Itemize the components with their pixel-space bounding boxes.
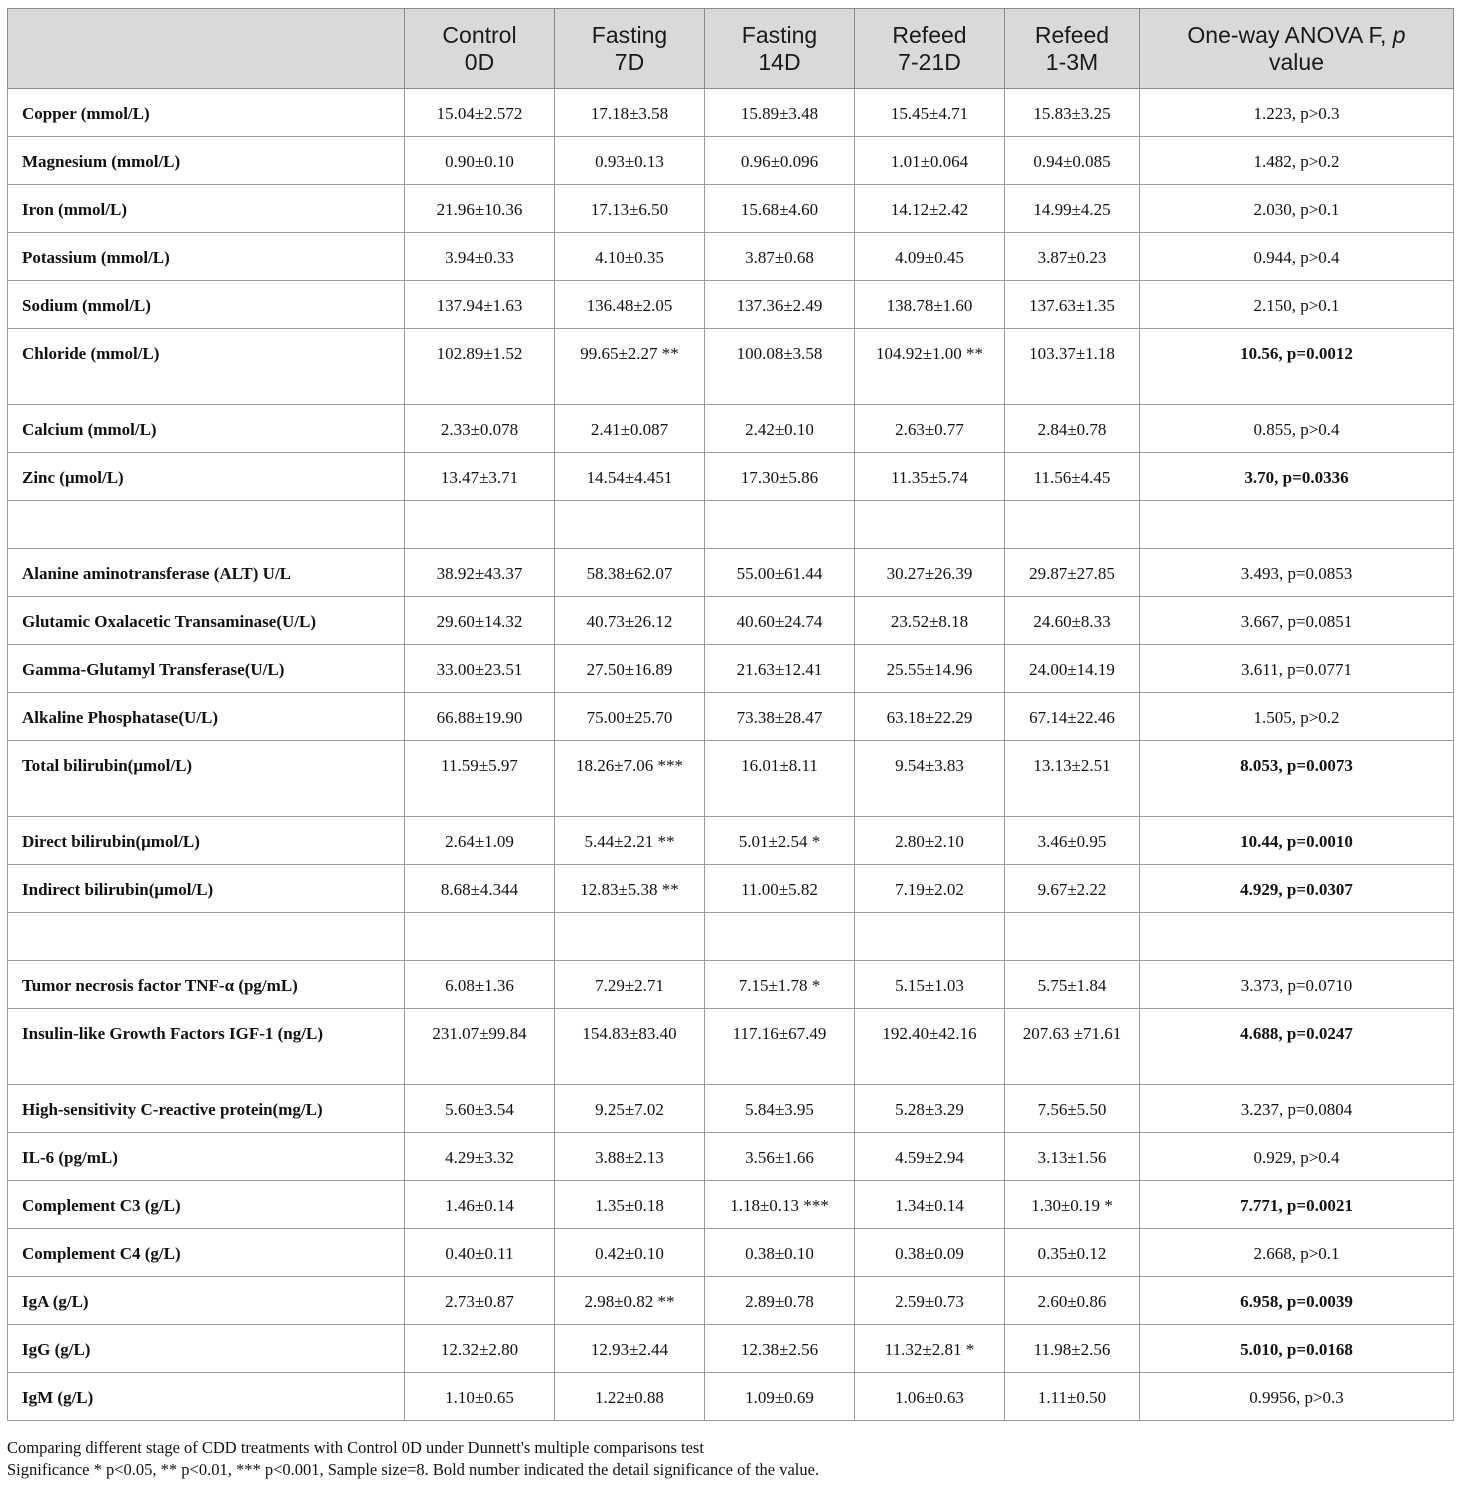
value-cell-refeed-1-3m: 7.56±5.50 xyxy=(1005,1085,1140,1133)
table-row xyxy=(8,961,1454,1009)
anova-cell: 2.150, p>0.1 xyxy=(1140,281,1454,329)
row-label: Gamma-Glutamyl Transferase(U/L) xyxy=(8,645,405,693)
value-cell-control-0d: 3.94±0.33 xyxy=(405,233,555,281)
table-row xyxy=(8,597,1454,645)
value-cell-fasting-7d: 27.50±16.89 xyxy=(555,645,705,693)
value-cell-control-0d: 12.32±2.80 xyxy=(405,1325,555,1373)
value-cell-control-0d: 2.73±0.87 xyxy=(405,1277,555,1325)
value-cell-refeed-1-3m: 103.37±1.18 xyxy=(1005,329,1140,405)
value-cell-refeed-7-21d: 15.45±4.71 xyxy=(855,89,1005,137)
table-row xyxy=(8,137,1454,185)
value-cell-fasting-14d: 40.60±24.74 xyxy=(705,597,855,645)
row-label: Glutamic Oxalacetic Transaminase(U/L) xyxy=(8,597,405,645)
value-cell-fasting-7d: 14.54±4.451 xyxy=(555,453,705,501)
table-row xyxy=(8,741,1454,817)
header-row xyxy=(8,9,1454,89)
value-cell-control-0d: 1.10±0.65 xyxy=(405,1373,555,1421)
value-cell-fasting-7d: 0.93±0.13 xyxy=(555,137,705,185)
table-row xyxy=(8,549,1454,597)
value-cell-control-0d: 5.60±3.54 xyxy=(405,1085,555,1133)
results-table-container xyxy=(7,8,1453,1421)
anova-cell: 4.929, p=0.0307 xyxy=(1140,865,1454,913)
value-cell-control-0d: 21.96±10.36 xyxy=(405,185,555,233)
table-body xyxy=(8,89,1454,1421)
row-label: Total bilirubin(μmol/L) xyxy=(8,741,405,817)
anova-cell: 0.929, p>0.4 xyxy=(1140,1133,1454,1181)
value-cell-refeed-7-21d: 14.12±2.42 xyxy=(855,185,1005,233)
table-row xyxy=(8,1229,1454,1277)
value-cell-fasting-7d: 2.98±0.82 ** xyxy=(555,1277,705,1325)
anova-cell: 2.668, p>0.1 xyxy=(1140,1229,1454,1277)
anova-cell: 4.688, p=0.0247 xyxy=(1140,1009,1454,1085)
table-row xyxy=(8,1085,1454,1133)
value-cell-fasting-7d: 99.65±2.27 ** xyxy=(555,329,705,405)
value-cell-refeed-1-3m: 0.94±0.085 xyxy=(1005,137,1140,185)
value-cell-fasting-14d: 5.01±2.54 * xyxy=(705,817,855,865)
table-row xyxy=(8,453,1454,501)
value-cell-fasting-14d: 73.38±28.47 xyxy=(705,693,855,741)
value-cell-refeed-1-3m: 2.84±0.78 xyxy=(1005,405,1140,453)
value-cell-fasting-7d: 4.10±0.35 xyxy=(555,233,705,281)
value-cell-refeed-7-21d: 25.55±14.96 xyxy=(855,645,1005,693)
header-cell-anova: One-way ANOVA F, p value xyxy=(1140,9,1454,89)
row-label: IL-6 (pg/mL) xyxy=(8,1133,405,1181)
value-cell-control-0d: 2.64±1.09 xyxy=(405,817,555,865)
header-cell-fasting-7d: Fasting 7D xyxy=(555,9,705,89)
row-label: Sodium (mmol/L) xyxy=(8,281,405,329)
spacer-cell xyxy=(8,501,405,549)
anova-cell: 7.771, p=0.0021 xyxy=(1140,1181,1454,1229)
spacer-cell xyxy=(555,501,705,549)
value-cell-fasting-14d: 1.18±0.13 *** xyxy=(705,1181,855,1229)
value-cell-refeed-1-3m: 24.00±14.19 xyxy=(1005,645,1140,693)
anova-cell: 8.053, p=0.0073 xyxy=(1140,741,1454,817)
value-cell-fasting-7d: 58.38±62.07 xyxy=(555,549,705,597)
spacer-cell xyxy=(855,501,1005,549)
anova-cell: 1.505, p>0.2 xyxy=(1140,693,1454,741)
footnote-significance: Significance * p<0.05, ** p<0.01, *** p<0.001, Sample size=8. Bold number indicated the detail significance of the value. xyxy=(7,1460,820,1479)
row-label: IgA (g/L) xyxy=(8,1277,405,1325)
value-cell-refeed-7-21d: 4.09±0.45 xyxy=(855,233,1005,281)
value-cell-refeed-1-3m: 15.83±3.25 xyxy=(1005,89,1140,137)
value-cell-fasting-14d: 11.00±5.82 xyxy=(705,865,855,913)
value-cell-fasting-14d: 1.09±0.69 xyxy=(705,1373,855,1421)
header-cell-refeed-1-3m: Refeed 1-3M xyxy=(1005,9,1140,89)
value-cell-refeed-1-3m: 24.60±8.33 xyxy=(1005,597,1140,645)
table-row xyxy=(8,817,1454,865)
row-label: Direct bilirubin(μmol/L) xyxy=(8,817,405,865)
value-cell-fasting-14d: 3.56±1.66 xyxy=(705,1133,855,1181)
row-label: Magnesium (mmol/L) xyxy=(8,137,405,185)
value-cell-refeed-7-21d: 2.80±2.10 xyxy=(855,817,1005,865)
anova-cell: 1.482, p>0.2 xyxy=(1140,137,1454,185)
value-cell-fasting-7d: 0.42±0.10 xyxy=(555,1229,705,1277)
value-cell-control-0d: 2.33±0.078 xyxy=(405,405,555,453)
anova-cell: 5.010, p=0.0168 xyxy=(1140,1325,1454,1373)
value-cell-refeed-7-21d: 30.27±26.39 xyxy=(855,549,1005,597)
value-cell-refeed-1-3m: 0.35±0.12 xyxy=(1005,1229,1140,1277)
row-label: Copper (mmol/L) xyxy=(8,89,405,137)
value-cell-fasting-7d: 18.26±7.06 *** xyxy=(555,741,705,817)
value-cell-control-0d: 0.40±0.11 xyxy=(405,1229,555,1277)
value-cell-fasting-14d: 137.36±2.49 xyxy=(705,281,855,329)
results-table xyxy=(7,8,1454,1421)
table-row xyxy=(8,645,1454,693)
value-cell-control-0d: 66.88±19.90 xyxy=(405,693,555,741)
value-cell-fasting-14d: 21.63±12.41 xyxy=(705,645,855,693)
value-cell-fasting-7d: 75.00±25.70 xyxy=(555,693,705,741)
spacer-row xyxy=(8,913,1454,961)
row-label: Iron (mmol/L) xyxy=(8,185,405,233)
value-cell-fasting-7d: 9.25±7.02 xyxy=(555,1085,705,1133)
anova-cell: 3.373, p=0.0710 xyxy=(1140,961,1454,1009)
value-cell-refeed-1-3m: 3.87±0.23 xyxy=(1005,233,1140,281)
anova-cell: 6.958, p=0.0039 xyxy=(1140,1277,1454,1325)
value-cell-refeed-7-21d: 192.40±42.16 xyxy=(855,1009,1005,1085)
row-label: High-sensitivity C-reactive protein(mg/L) xyxy=(8,1085,405,1133)
footnote-method: Comparing different stage of CDD treatments with Control 0D under Dunnett's multiple comparisons test xyxy=(7,1438,704,1457)
value-cell-fasting-7d: 17.13±6.50 xyxy=(555,185,705,233)
value-cell-control-0d: 231.07±99.84 xyxy=(405,1009,555,1085)
value-cell-fasting-14d: 0.96±0.096 xyxy=(705,137,855,185)
value-cell-refeed-7-21d: 5.28±3.29 xyxy=(855,1085,1005,1133)
value-cell-fasting-14d: 16.01±8.11 xyxy=(705,741,855,817)
value-cell-refeed-7-21d: 5.15±1.03 xyxy=(855,961,1005,1009)
spacer-cell xyxy=(855,913,1005,961)
value-cell-fasting-14d: 15.89±3.48 xyxy=(705,89,855,137)
table-row xyxy=(8,89,1454,137)
value-cell-refeed-7-21d: 138.78±1.60 xyxy=(855,281,1005,329)
spacer-cell xyxy=(405,913,555,961)
row-label: Complement C4 (g/L) xyxy=(8,1229,405,1277)
value-cell-control-0d: 15.04±2.572 xyxy=(405,89,555,137)
row-label: Complement C3 (g/L) xyxy=(8,1181,405,1229)
table-row xyxy=(8,693,1454,741)
value-cell-fasting-7d: 136.48±2.05 xyxy=(555,281,705,329)
header-cell-control-0d: Control 0D xyxy=(405,9,555,89)
table-row xyxy=(8,185,1454,233)
row-label: Zinc (μmol/L) xyxy=(8,453,405,501)
value-cell-refeed-7-21d: 11.35±5.74 xyxy=(855,453,1005,501)
value-cell-refeed-1-3m: 3.13±1.56 xyxy=(1005,1133,1140,1181)
anova-cell: 3.70, p=0.0336 xyxy=(1140,453,1454,501)
value-cell-fasting-14d: 2.89±0.78 xyxy=(705,1277,855,1325)
anova-cell: 10.44, p=0.0010 xyxy=(1140,817,1454,865)
value-cell-refeed-7-21d: 1.06±0.63 xyxy=(855,1373,1005,1421)
value-cell-refeed-7-21d: 7.19±2.02 xyxy=(855,865,1005,913)
value-cell-fasting-14d: 3.87±0.68 xyxy=(705,233,855,281)
value-cell-refeed-7-21d: 63.18±22.29 xyxy=(855,693,1005,741)
value-cell-control-0d: 38.92±43.37 xyxy=(405,549,555,597)
value-cell-fasting-14d: 15.68±4.60 xyxy=(705,185,855,233)
anova-cell: 3.611, p=0.0771 xyxy=(1140,645,1454,693)
value-cell-control-0d: 0.90±0.10 xyxy=(405,137,555,185)
anova-cell: 10.56, p=0.0012 xyxy=(1140,329,1454,405)
table-header xyxy=(8,9,1454,89)
table-row xyxy=(8,281,1454,329)
value-cell-refeed-7-21d: 0.38±0.09 xyxy=(855,1229,1005,1277)
anova-cell: 1.223, p>0.3 xyxy=(1140,89,1454,137)
value-cell-refeed-1-3m: 13.13±2.51 xyxy=(1005,741,1140,817)
value-cell-control-0d: 33.00±23.51 xyxy=(405,645,555,693)
value-cell-fasting-14d: 55.00±61.44 xyxy=(705,549,855,597)
row-label: Alanine aminotransferase (ALT) U/L xyxy=(8,549,405,597)
header-cell-refeed-7-21d: Refeed 7-21D xyxy=(855,9,1005,89)
value-cell-refeed-7-21d: 2.63±0.77 xyxy=(855,405,1005,453)
value-cell-fasting-7d: 12.83±5.38 ** xyxy=(555,865,705,913)
spacer-cell xyxy=(405,501,555,549)
header-cell-empty xyxy=(8,9,405,89)
value-cell-control-0d: 29.60±14.32 xyxy=(405,597,555,645)
table-row xyxy=(8,865,1454,913)
value-cell-refeed-1-3m: 137.63±1.35 xyxy=(1005,281,1140,329)
value-cell-control-0d: 4.29±3.32 xyxy=(405,1133,555,1181)
value-cell-fasting-7d: 5.44±2.21 ** xyxy=(555,817,705,865)
spacer-row xyxy=(8,501,1454,549)
value-cell-refeed-1-3m: 3.46±0.95 xyxy=(1005,817,1140,865)
value-cell-refeed-1-3m: 14.99±4.25 xyxy=(1005,185,1140,233)
value-cell-refeed-7-21d: 2.59±0.73 xyxy=(855,1277,1005,1325)
row-label: Calcium (mmol/L) xyxy=(8,405,405,453)
value-cell-refeed-1-3m: 29.87±27.85 xyxy=(1005,549,1140,597)
value-cell-fasting-7d: 154.83±83.40 xyxy=(555,1009,705,1085)
spacer-cell xyxy=(8,913,405,961)
value-cell-refeed-7-21d: 104.92±1.00 ** xyxy=(855,329,1005,405)
table-row xyxy=(8,1181,1454,1229)
value-cell-refeed-1-3m: 207.63 ±71.61 xyxy=(1005,1009,1140,1085)
value-cell-fasting-14d: 17.30±5.86 xyxy=(705,453,855,501)
table-row xyxy=(8,1009,1454,1085)
value-cell-fasting-7d: 12.93±2.44 xyxy=(555,1325,705,1373)
value-cell-fasting-7d: 1.22±0.88 xyxy=(555,1373,705,1421)
value-cell-refeed-7-21d: 1.34±0.14 xyxy=(855,1181,1005,1229)
value-cell-refeed-1-3m: 9.67±2.22 xyxy=(1005,865,1140,913)
value-cell-control-0d: 6.08±1.36 xyxy=(405,961,555,1009)
value-cell-refeed-1-3m: 2.60±0.86 xyxy=(1005,1277,1140,1325)
anova-cell: 2.030, p>0.1 xyxy=(1140,185,1454,233)
value-cell-fasting-14d: 100.08±3.58 xyxy=(705,329,855,405)
value-cell-refeed-1-3m: 11.56±4.45 xyxy=(1005,453,1140,501)
anova-cell: 0.9956, p>0.3 xyxy=(1140,1373,1454,1421)
value-cell-refeed-7-21d: 23.52±8.18 xyxy=(855,597,1005,645)
value-cell-control-0d: 11.59±5.97 xyxy=(405,741,555,817)
row-label: Insulin-like Growth Factors IGF-1 (ng/L) xyxy=(8,1009,405,1085)
value-cell-fasting-14d: 12.38±2.56 xyxy=(705,1325,855,1373)
spacer-cell xyxy=(1140,913,1454,961)
value-cell-refeed-1-3m: 1.30±0.19 * xyxy=(1005,1181,1140,1229)
value-cell-refeed-1-3m: 1.11±0.50 xyxy=(1005,1373,1140,1421)
table-row xyxy=(8,405,1454,453)
value-cell-refeed-1-3m: 11.98±2.56 xyxy=(1005,1325,1140,1373)
value-cell-control-0d: 137.94±1.63 xyxy=(405,281,555,329)
table-row xyxy=(8,329,1454,405)
value-cell-fasting-14d: 5.84±3.95 xyxy=(705,1085,855,1133)
table-footnotes xyxy=(7,1437,1453,1481)
value-cell-refeed-7-21d: 1.01±0.064 xyxy=(855,137,1005,185)
spacer-cell xyxy=(1140,501,1454,549)
table-row xyxy=(8,1277,1454,1325)
value-cell-refeed-7-21d: 11.32±2.81 * xyxy=(855,1325,1005,1373)
value-cell-refeed-7-21d: 9.54±3.83 xyxy=(855,741,1005,817)
value-cell-control-0d: 8.68±4.344 xyxy=(405,865,555,913)
value-cell-fasting-14d: 7.15±1.78 * xyxy=(705,961,855,1009)
anova-cell: 3.237, p=0.0804 xyxy=(1140,1085,1454,1133)
spacer-cell xyxy=(705,913,855,961)
row-label: Alkaline Phosphatase(U/L) xyxy=(8,693,405,741)
spacer-cell xyxy=(705,501,855,549)
value-cell-fasting-14d: 2.42±0.10 xyxy=(705,405,855,453)
spacer-cell xyxy=(1005,913,1140,961)
row-label: Tumor necrosis factor TNF-α (pg/mL) xyxy=(8,961,405,1009)
value-cell-fasting-7d: 3.88±2.13 xyxy=(555,1133,705,1181)
value-cell-fasting-7d: 2.41±0.087 xyxy=(555,405,705,453)
table-row xyxy=(8,1133,1454,1181)
value-cell-fasting-7d: 40.73±26.12 xyxy=(555,597,705,645)
anova-cell: 0.944, p>0.4 xyxy=(1140,233,1454,281)
value-cell-fasting-7d: 1.35±0.18 xyxy=(555,1181,705,1229)
value-cell-control-0d: 102.89±1.52 xyxy=(405,329,555,405)
spacer-cell xyxy=(1005,501,1140,549)
table-row xyxy=(8,1373,1454,1421)
value-cell-refeed-1-3m: 5.75±1.84 xyxy=(1005,961,1140,1009)
spacer-cell xyxy=(555,913,705,961)
value-cell-fasting-14d: 0.38±0.10 xyxy=(705,1229,855,1277)
row-label: Chloride (mmol/L) xyxy=(8,329,405,405)
row-label: Potassium (mmol/L) xyxy=(8,233,405,281)
row-label: IgG (g/L) xyxy=(8,1325,405,1373)
value-cell-fasting-7d: 7.29±2.71 xyxy=(555,961,705,1009)
value-cell-fasting-14d: 117.16±67.49 xyxy=(705,1009,855,1085)
row-label: IgM (g/L) xyxy=(8,1373,405,1421)
value-cell-refeed-1-3m: 67.14±22.46 xyxy=(1005,693,1140,741)
anova-cell: 0.855, p>0.4 xyxy=(1140,405,1454,453)
anova-cell: 3.667, p=0.0851 xyxy=(1140,597,1454,645)
value-cell-fasting-7d: 17.18±3.58 xyxy=(555,89,705,137)
value-cell-control-0d: 1.46±0.14 xyxy=(405,1181,555,1229)
anova-cell: 3.493, p=0.0853 xyxy=(1140,549,1454,597)
row-label: Indirect bilirubin(μmol/L) xyxy=(8,865,405,913)
header-cell-fasting-14d: Fasting 14D xyxy=(705,9,855,89)
table-row xyxy=(8,233,1454,281)
value-cell-control-0d: 13.47±3.71 xyxy=(405,453,555,501)
table-row xyxy=(8,1325,1454,1373)
value-cell-refeed-7-21d: 4.59±2.94 xyxy=(855,1133,1005,1181)
